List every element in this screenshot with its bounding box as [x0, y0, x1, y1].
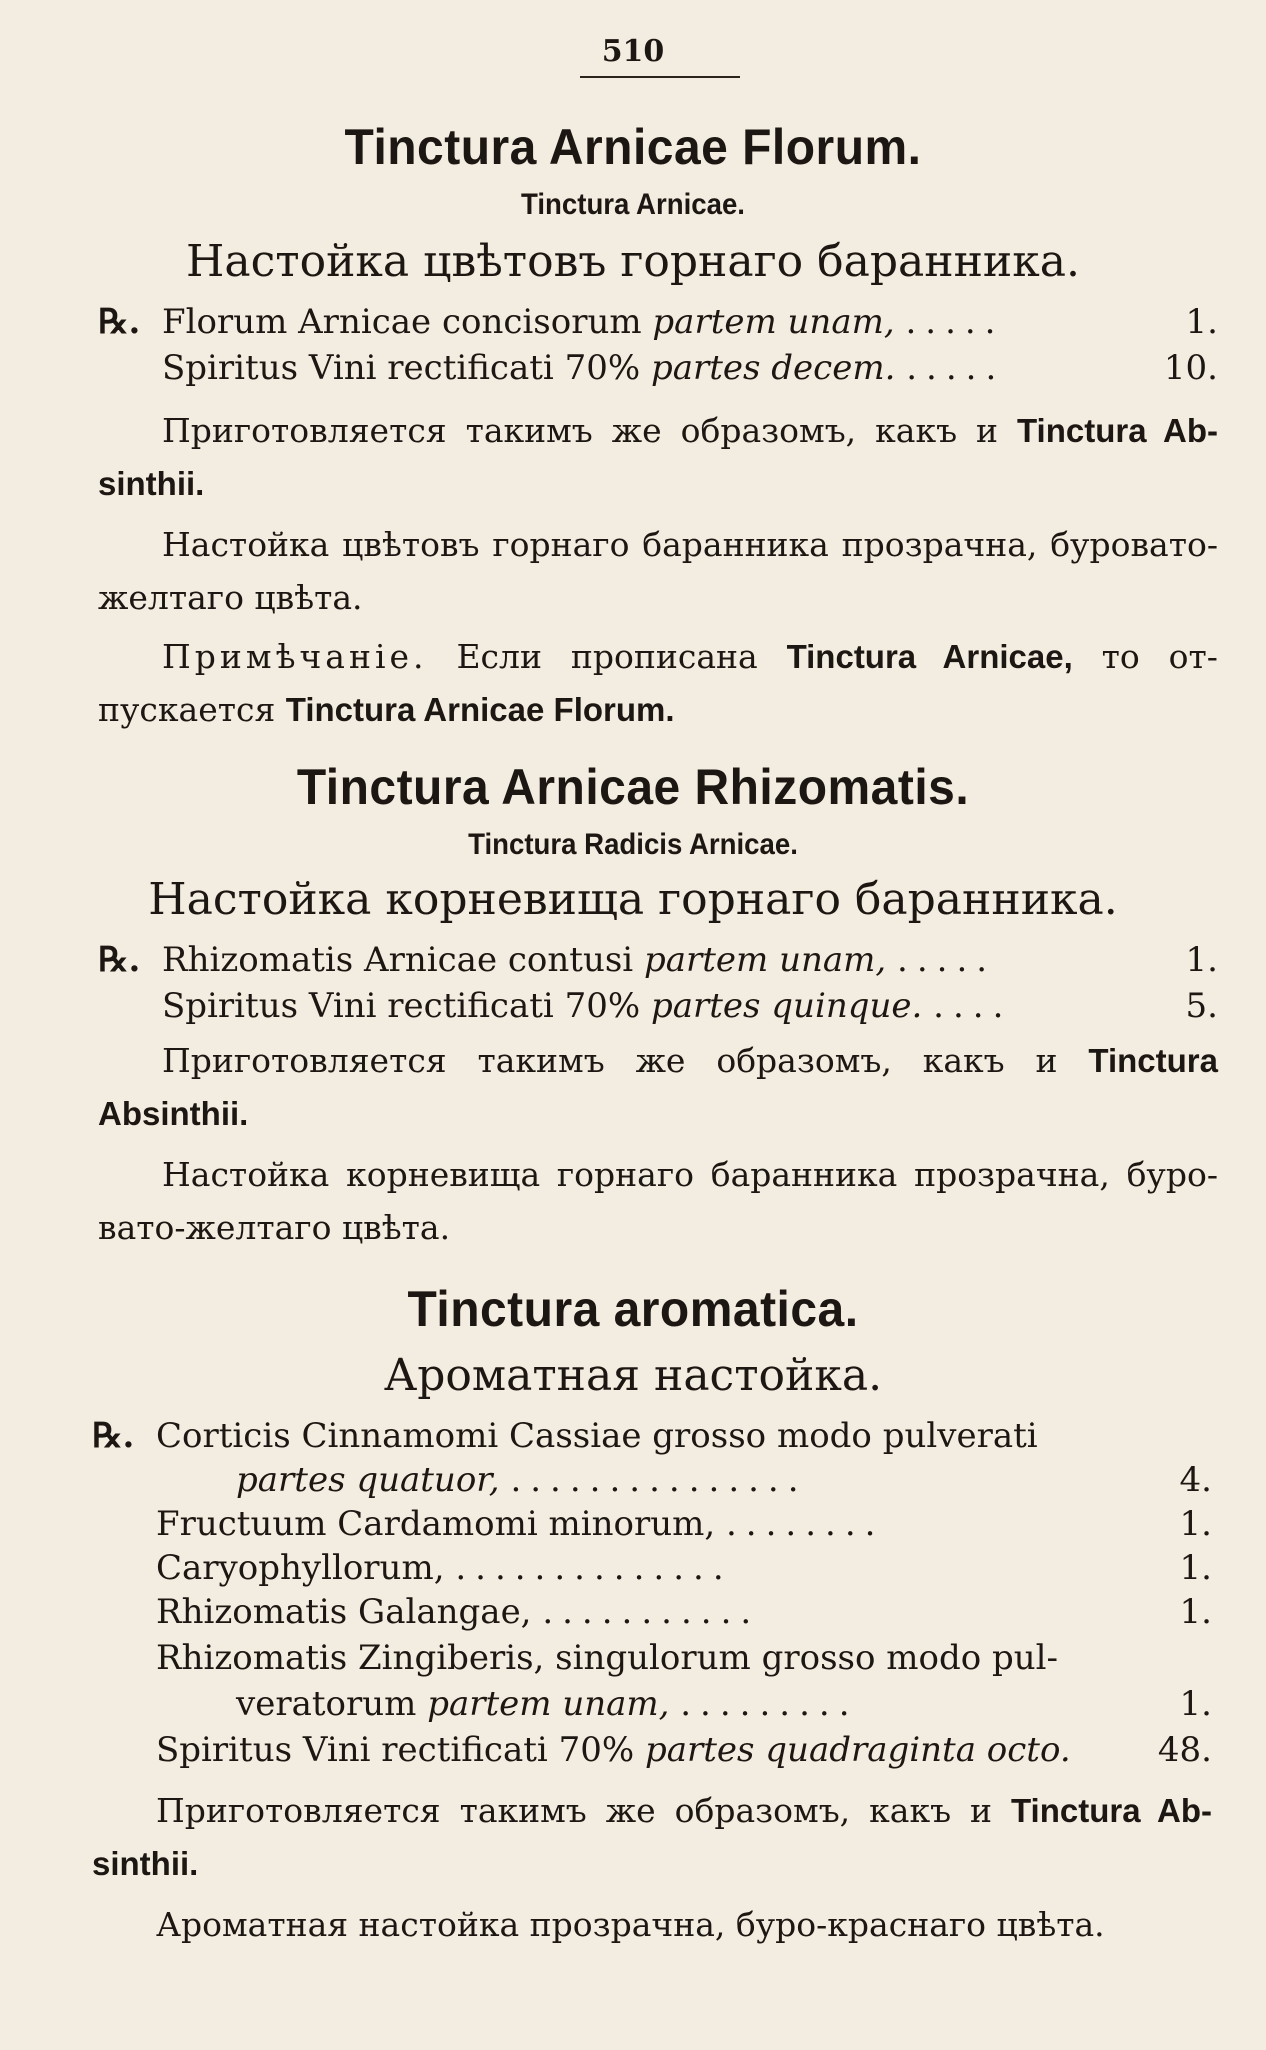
preparation-reference: Tinctura Ab-: [1017, 412, 1218, 449]
ingredient-amount: partem unam,: [643, 940, 887, 980]
ingredient-quantity: 10.: [1163, 348, 1218, 388]
preparation-text: Приготовляется такимъ же образомъ, какъ и: [162, 1041, 1058, 1080]
note-reference: Tinctura Arnicae Florum.: [285, 691, 675, 728]
ingredient-line: [236, 1684, 859, 1724]
ingredient-quantity: 1.: [1179, 1592, 1212, 1632]
ingredient-amount: partes decem.: [650, 348, 896, 388]
leader-dots: ........: [726, 1504, 885, 1544]
page-number-rule: [580, 76, 740, 78]
recipe-symbol: ℞.: [98, 940, 141, 980]
preparation-text: Приготовляется такимъ же образомъ, какъ и: [156, 1791, 993, 1830]
page-number: 510: [601, 34, 665, 69]
ingredient-name: Rhizomatis Arnicae contusi: [162, 940, 634, 980]
leader-dots: ...............: [510, 1460, 808, 1500]
ingredient-quantity: 1.: [1179, 1548, 1212, 1588]
preparation-reference: Tinctura: [1088, 1042, 1218, 1079]
ingredient-amount: partes quadraginta octo.: [644, 1730, 1071, 1770]
ingredient-name: veratorum: [236, 1684, 417, 1724]
note-paragraph: [98, 630, 1218, 736]
ingredient-quantity: 1.: [1179, 1504, 1212, 1544]
note-label: Примѣчаніе.: [162, 637, 428, 676]
recipe-symbol: ℞.: [92, 1416, 135, 1456]
ingredient-name: Florum Arnicae concisorum: [162, 302, 642, 342]
ingredient-line: [156, 1592, 760, 1632]
section-russian-title: Настойка цвѣтовъ горнаго баранника.: [186, 236, 1080, 287]
section-russian-title: Настойка корневища горнаго баранника.: [148, 874, 1118, 925]
ingredient-name: Fructuum Cardamomi minorum,: [156, 1504, 716, 1544]
preparation-reference: Absinthii.: [98, 1095, 249, 1132]
leader-dots: ....: [933, 986, 1013, 1026]
preparation-text: Приготовляется такимъ же образомъ, какъ и: [162, 411, 999, 450]
ingredient-line: [162, 986, 1012, 1026]
ingredient-name: Spiritus Vini rectificati 70%: [162, 348, 641, 388]
description-paragraph: [92, 1898, 1212, 1951]
section-synonym: Tinctura Radicis Arnicae.: [468, 828, 798, 861]
ingredient-amount: partes quinque.: [650, 986, 923, 1026]
ingredient-quantity: 1.: [1179, 1684, 1212, 1724]
ingredient-quantity: 48.: [1157, 1730, 1212, 1770]
ingredient-amount: partes quatuor,: [236, 1460, 500, 1500]
section-russian-title: Ароматная настойка.: [383, 1350, 883, 1401]
recipe-symbol: ℞.: [98, 302, 141, 342]
section-synonym: Tinctura Arnicae.: [521, 188, 745, 221]
description-paragraph: [98, 518, 1218, 624]
ingredient-amount: partem unam,: [652, 302, 895, 342]
preparation-paragraph: [92, 1784, 1212, 1890]
ingredient-amount: partem unam,: [427, 1684, 670, 1724]
leader-dots: ...........: [542, 1592, 761, 1632]
section-title: Tinctura aromatica.: [407, 1281, 859, 1337]
note-reference: Tinctura Arnicae,: [786, 638, 1073, 675]
ingredient-line: [162, 348, 1005, 388]
note-text: Если прописана: [456, 637, 758, 676]
ingredient-name: Spiritus Vini rectificati 70%: [162, 986, 641, 1026]
leader-dots: .........: [680, 1684, 859, 1724]
ingredient-quantity: 1.: [1185, 302, 1218, 342]
description-text: желтаго цвѣта.: [98, 578, 363, 617]
ingredient-quantity: 4.: [1179, 1460, 1212, 1500]
ingredient-line: Rhizomatis Zingiberis, singulorum grosso modo pul-: [156, 1638, 1059, 1678]
section-title: Tinctura Arnicae Rhizomatis.: [296, 759, 970, 815]
ingredient-name: Caryophyllorum,: [156, 1548, 445, 1588]
ingredient-name: Spiritus Vini rectificati 70%: [156, 1730, 635, 1770]
preparation-paragraph: [98, 404, 1218, 510]
ingredient-line: [236, 1460, 808, 1500]
description-text: Ароматная настойка прозрачна, буро-краснаго цвѣта.: [156, 1905, 1105, 1944]
ingredient-line: [162, 940, 996, 980]
preparation-paragraph: [98, 1034, 1218, 1140]
ingredient-line: Corticis Cinnamomi Cassiae grosso modo pulverati: [156, 1416, 1038, 1456]
ingredient-line: [156, 1730, 1071, 1770]
preparation-reference: sinthii.: [92, 1845, 199, 1882]
ingredient-line: [156, 1504, 884, 1544]
description-text: Настойка корневища горнаго баранника прозрачна, буро-: [162, 1155, 1218, 1194]
description-paragraph: [98, 1148, 1218, 1254]
leader-dots: .....: [906, 348, 1006, 388]
ingredient-quantity: 1.: [1185, 940, 1218, 980]
note-text: пускается: [98, 690, 276, 729]
ingredient-name: Rhizomatis Galangae,: [156, 1592, 532, 1632]
ingredient-line: [162, 302, 1005, 342]
note-text: то от-: [1101, 637, 1218, 676]
leader-dots: ..............: [455, 1548, 733, 1588]
description-text: вато-желтаго цвѣта.: [98, 1208, 451, 1247]
section-title: Tinctura Arnicae Florum.: [344, 119, 922, 175]
ingredient-line: [156, 1548, 733, 1588]
description-text: Настойка цвѣтовъ горнаго баранника прозрачна, буровато-: [162, 525, 1218, 564]
preparation-reference: Tinctura Ab-: [1011, 1792, 1212, 1829]
leader-dots: .....: [905, 302, 1005, 342]
ingredient-quantity: 5.: [1185, 986, 1218, 1026]
preparation-reference: sinthii.: [98, 465, 205, 502]
leader-dots: .....: [897, 940, 997, 980]
